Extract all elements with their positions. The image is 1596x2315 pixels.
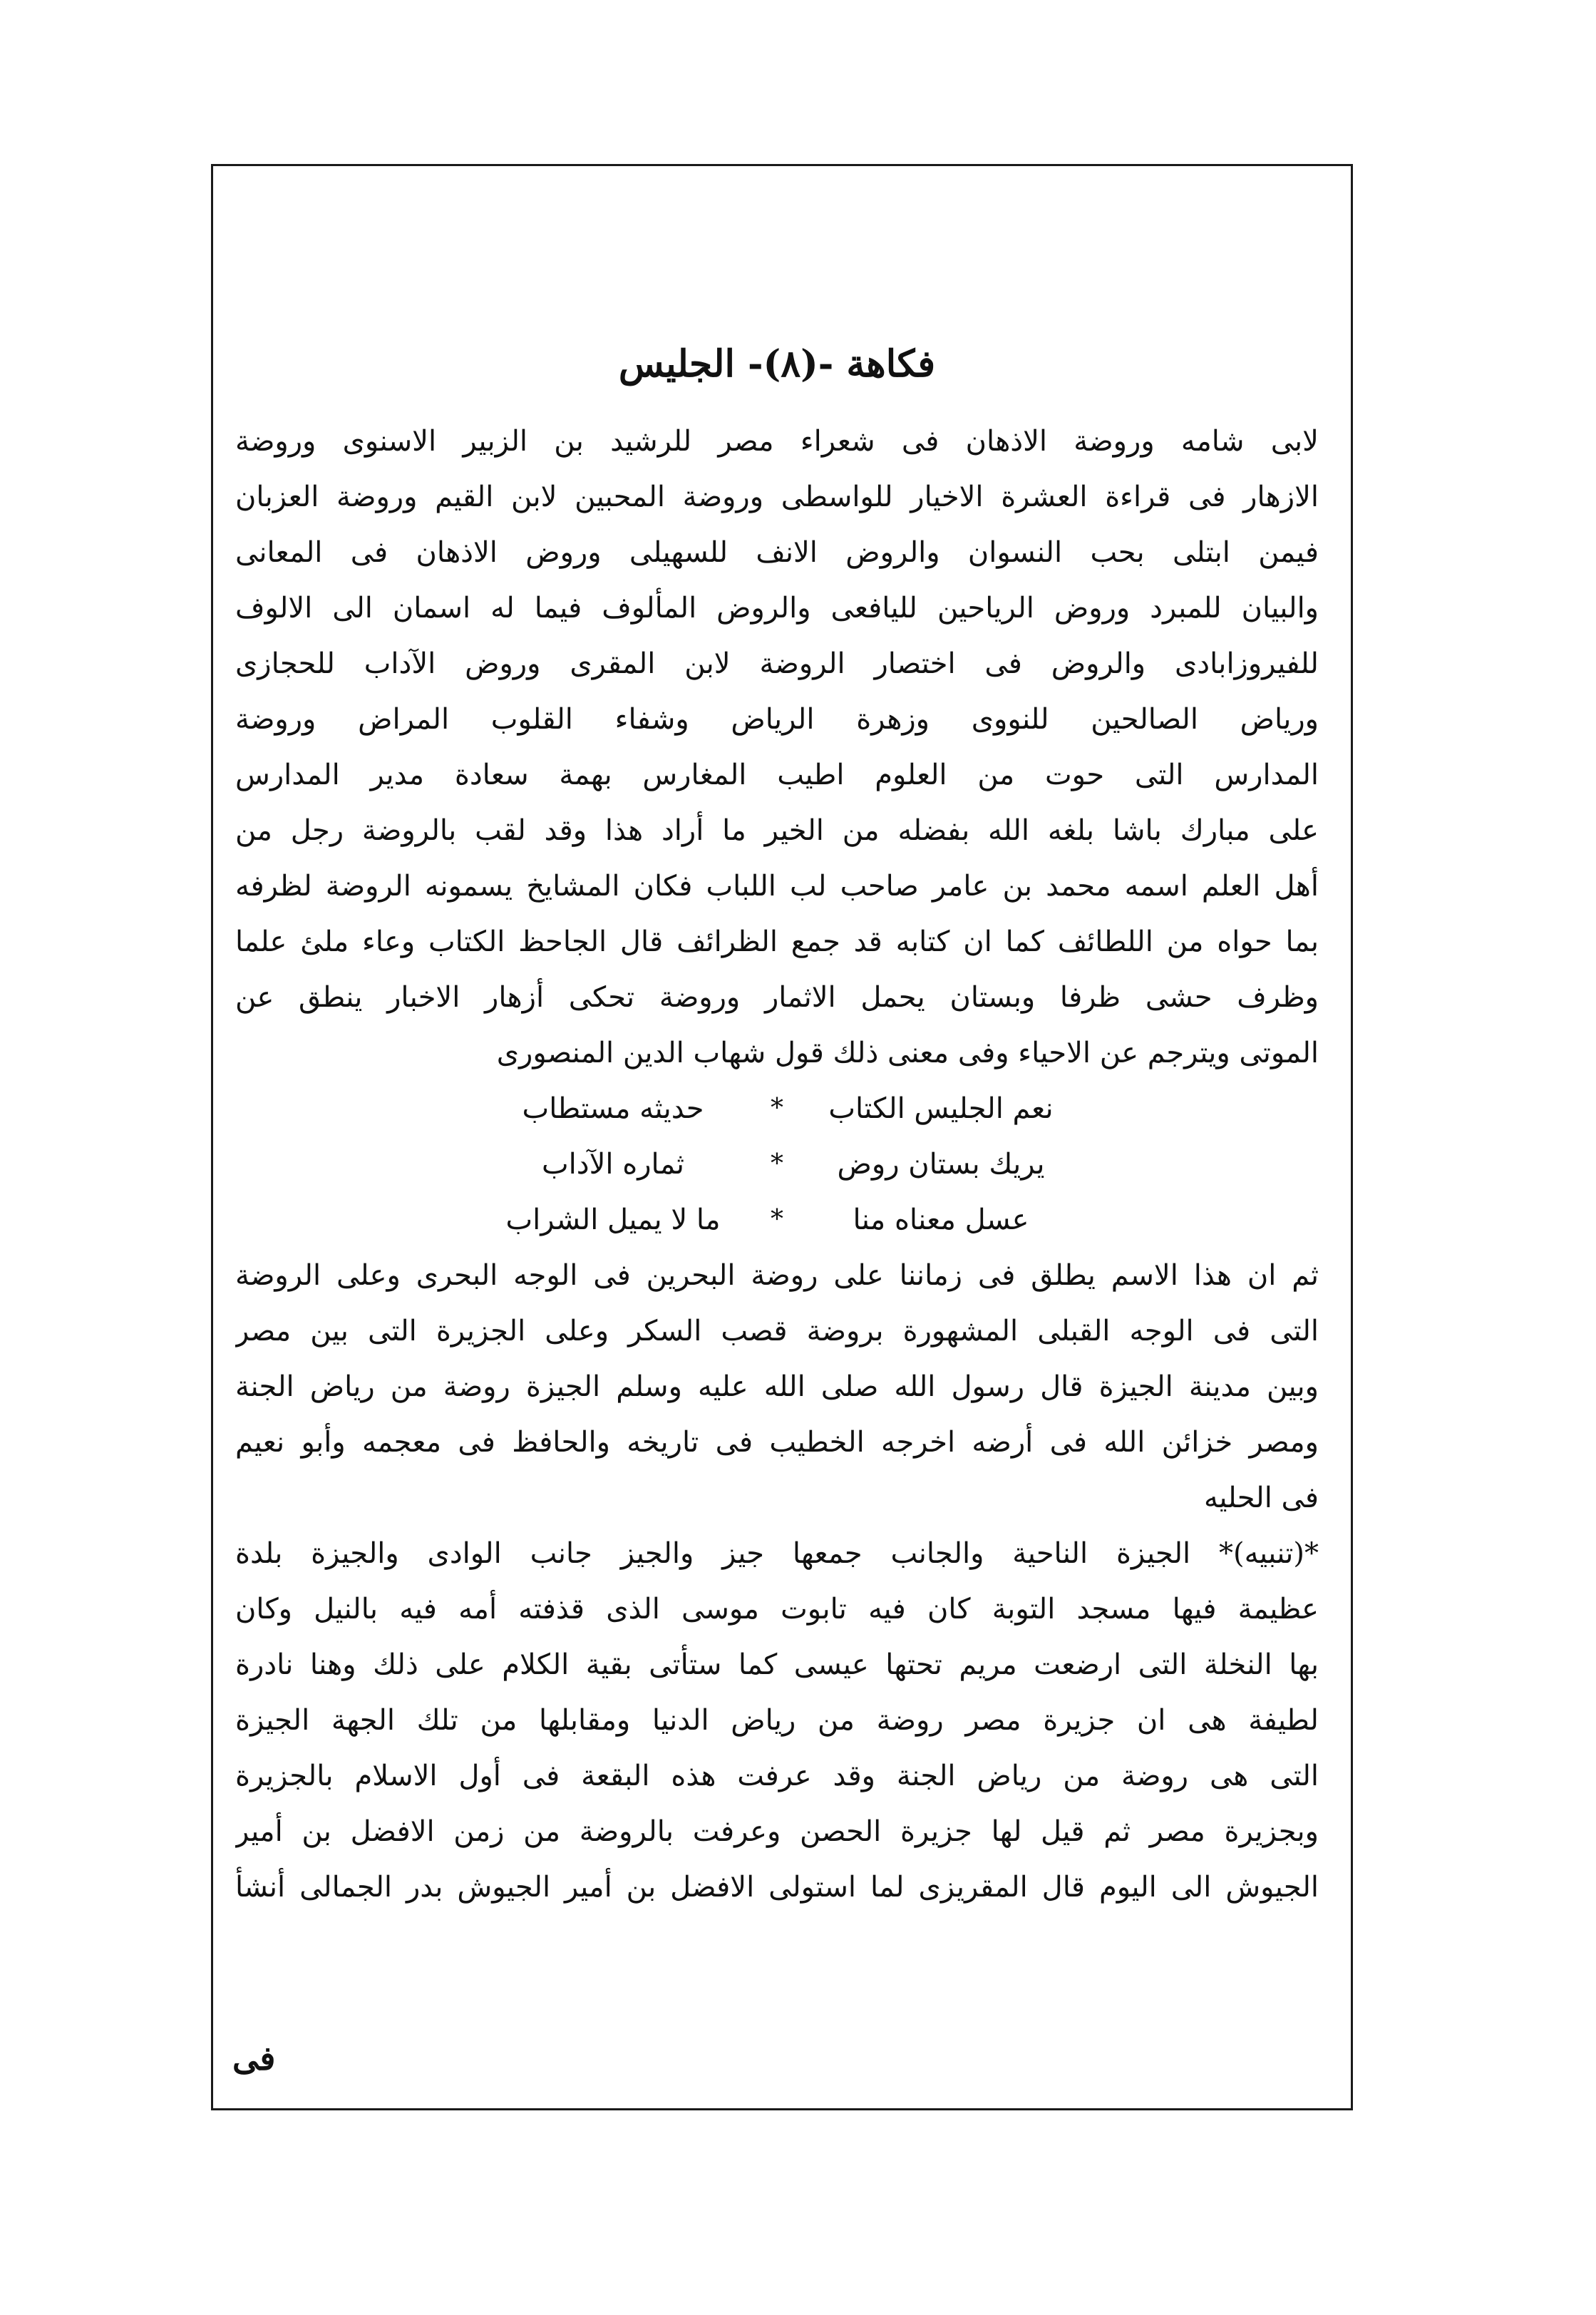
- text-line: أهل العلم اسمه محمد بن عامر صاحب لب اللباب فكان المشايخ يسمونه الروضة لظرفه: [235, 870, 1319, 903]
- text-line: الموتى ويترجم عن الاحياء وفى معنى ذلك قول شهاب الدين المنصورى: [496, 1037, 1319, 1069]
- verse-second-hemistich: ما لا يميل الشراب: [505, 1203, 721, 1236]
- text-line: وظرف حشى ظرفا وبستان يحمل الاثمار وروضة تحكى أزهار الاخبار ينطق عن: [235, 981, 1319, 1014]
- verse-first-hemistich: يريك بستان روض: [837, 1148, 1045, 1181]
- verse-first-hemistich: عسل معناه منا: [853, 1203, 1029, 1236]
- catchword: فى: [232, 2039, 276, 2078]
- verse-separator: *: [771, 1149, 783, 1179]
- text-line: بها النخلة التى ارضعت مريم تحتها عيسى كما ستأتى بقية الكلام على ذلك وهنا نادرة: [235, 1648, 1319, 1681]
- text-line: وبجزيرة مصر ثم قيل لها جزيرة الحصن وعرفت بالروضة من زمن الافضل بن أمير: [235, 1815, 1319, 1848]
- text-line: وبين مدينة الجيزة قال رسول الله صلى الله عليه وسلم الجيزة روضة من رياض الجنة: [235, 1370, 1319, 1403]
- verse-separator: *: [771, 1094, 783, 1123]
- poem-verse: [235, 1136, 1319, 1192]
- poem-verse: [235, 1081, 1319, 1136]
- verse-second-hemistich: حديثه مستطاب: [522, 1092, 704, 1125]
- text-line: لطيفة هى ان جزيرة مصر روضة من رياض الدنيا ومقابلها من تلك الجهة الجيزة: [235, 1704, 1319, 1737]
- paragraph-3-note: [235, 1526, 1319, 1915]
- text-line: عظيمة فيها مسجد التوبة كان فيه تابوت موسى الذى قذفته أمه فيه بالنيل وكان: [235, 1593, 1319, 1626]
- verse-first-hemistich: نعم الجليس الكتاب: [828, 1092, 1054, 1125]
- text-line: والبيان للمبرد وروض الرياحين لليافعى والروض المألوف فيما له اسمان الى الالوف: [235, 592, 1319, 625]
- poem-verse: [235, 1192, 1319, 1248]
- text-line: المدارس التى حوت من العلوم اطيب المغارس بهمة سعادة مدير المدارس: [235, 759, 1319, 791]
- text-line: على مبارك باشا بلغه الله بفضله من الخير ما أراد هذا وقد لقب بالروضة رجل من: [235, 814, 1319, 847]
- text-line: الازهار فى قراءة العشرة الاخيار للواسطى وروضة المحبين لابن القيم وروضة العزبان: [235, 481, 1319, 513]
- text-line: ثم ان هذا الاسم يطلق فى زماننا على روضة البحرين فى الوجه البحرى وعلى الروضة: [235, 1259, 1319, 1292]
- text-line: *(تنبيه)* الجيزة الناحية والجانب جمعها جيز والجيز جانب الوادى والجيزة بلدة: [235, 1537, 1319, 1570]
- page-header: فكاهة -(٨)- الجليس: [618, 342, 936, 386]
- text-line: التى هى روضة من رياض الجنة وقد عرفت هذه البقعة فى أول الاسلام بالجزيرة: [235, 1760, 1319, 1792]
- verse-second-hemistich: ثماره الآداب: [542, 1148, 684, 1181]
- verse-separator: *: [771, 1205, 783, 1234]
- text-line: فى الحليه: [1203, 1482, 1319, 1514]
- text-line: فيمن ابتلى بحب النسوان والروض الانف للسهيلى وروض الاذهان فى المعانى: [235, 536, 1319, 569]
- text-line: لابى شامه وروضة الاذهان فى شعراء مصر للرشيد بن الزبير الاسنوى وروضة: [235, 425, 1319, 458]
- poem: [235, 1081, 1319, 1248]
- text-line: ورياض الصالحين للنووى وزهرة الرياض وشفاء القلوب المراض وروضة: [235, 703, 1319, 736]
- text-line: بما حواه من اللطائف كما ان كتابه قد جمع الظرائف قال الجاحظ الكتاب وعاء ملئ علما: [235, 925, 1319, 958]
- text-line: التى فى الوجه القبلى المشهورة بروضة قصب السكر وعلى الجزيرة التى بين مصر: [235, 1315, 1319, 1348]
- text-line: للفيروزابادى والروض فى اختصار الروضة لابن المقرى وروض الآداب للحجازى: [235, 647, 1319, 680]
- text-line: ومصر خزائن الله فى أرضه اخرجه الخطيب فى تاريخه والحافظ فى معجمه وأبو نعيم: [235, 1426, 1319, 1459]
- paragraph-1: [235, 414, 1319, 1081]
- text-line: الجيوش الى اليوم قال المقريزى لما استولى الافضل بن أمير الجيوش بدر الجمالى أنشأ: [235, 1871, 1319, 1904]
- paragraph-2: [235, 1248, 1319, 1526]
